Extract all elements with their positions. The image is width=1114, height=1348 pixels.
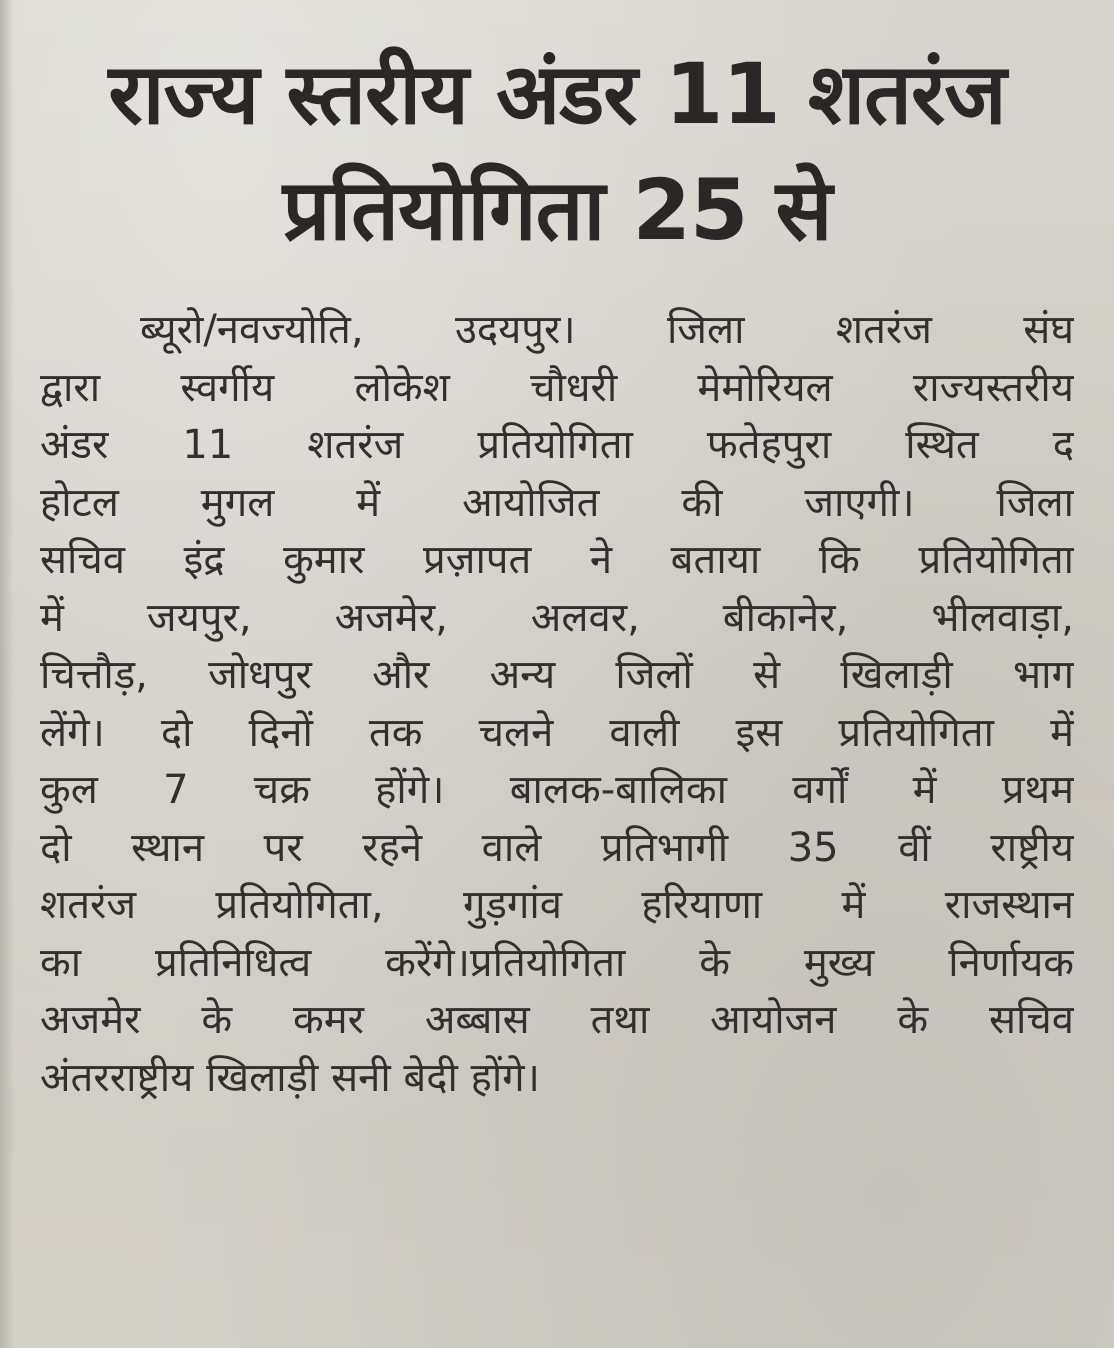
- headline: [40, 36, 1074, 268]
- article-line: चित्तौड़, जोधपुर और अन्य जिलों से खिलाड़ी भाग: [40, 652, 1074, 698]
- article-line: अंतरराष्ट्रीय खिलाड़ी सनी बेदी होंगे।: [40, 1054, 540, 1101]
- article-line: ब्यूरो/नवज्योति, उदयपुर। जिला शतरंज संघ: [140, 307, 1074, 353]
- paper-edge-shadow: [0, 0, 14, 1348]
- article-line: का प्रतिनिधित्व करेंगे।प्रतियोगिता के मुख्य निर्णायक: [40, 939, 1074, 986]
- headline-line-2: प्रतियोगिता 25 से: [282, 161, 832, 259]
- article-line: होटल मुगल में आयोजित की जाएगी। जिला: [40, 479, 1074, 526]
- article-line: अजमेर के कमर अब्बास तथा आयोजन के सचिव: [40, 997, 1074, 1043]
- article-line: कुल 7 चक्र होंगे। बालक-बालिका वर्गों में प्रथम: [40, 767, 1074, 813]
- article-line: द्वारा स्वर्गीय लोकेश चौधरी मेमोरियल राज्यस्तरीय: [40, 364, 1074, 411]
- article-body: [40, 302, 1074, 1107]
- article-line: सचिव इंद्र कुमार प्रज़ापत ने बताया कि प्रतियोगिता: [40, 537, 1074, 583]
- article-line: लेंगे। दो दिनों तक चलने वाली इस प्रतियोगिता में: [40, 709, 1074, 756]
- article-line: में जयपुर, अजमेर, अलवर, बीकानेर, भीलवाड़ा,: [40, 594, 1074, 641]
- article-line: शतरंज प्रतियोगिता, गुड़गांव हरियाणा में राजस्थान: [40, 882, 1074, 928]
- headline-line-1: राज्य स्तरीय अंडर 11 शतरंज: [108, 45, 1006, 143]
- article-line: दो स्थान पर रहने वाले प्रतिभागी 35 वीं राष्ट्रीय: [40, 824, 1074, 871]
- article-line: अंडर 11 शतरंज प्रतियोगिता फतेहपुरा स्थित द: [40, 422, 1074, 468]
